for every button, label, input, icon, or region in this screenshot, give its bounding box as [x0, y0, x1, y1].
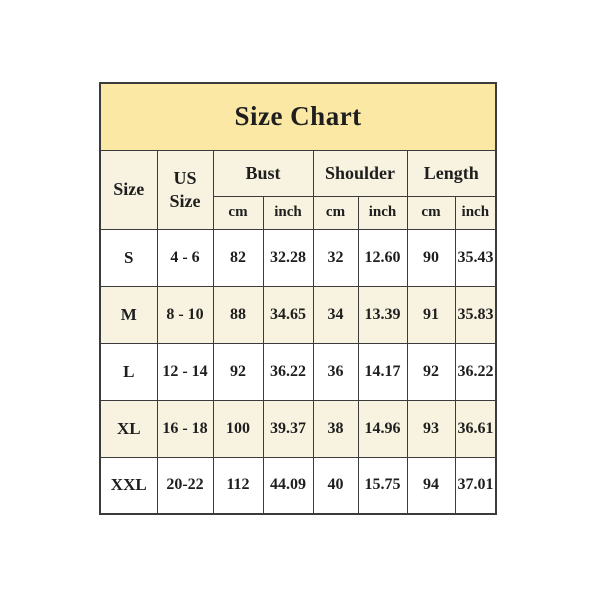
- us-size-value: 12 - 14: [157, 343, 213, 400]
- shoulder-inch-value: 12.60: [358, 229, 407, 286]
- size-chart-table: [99, 82, 497, 515]
- size-label: XXL: [100, 457, 157, 514]
- bust-inch-value: 39.37: [263, 400, 313, 457]
- length-inch-value: 35.83: [455, 286, 496, 343]
- header-bust: Bust: [213, 150, 313, 196]
- header-length: Length: [407, 150, 496, 196]
- length-inch-value: 36.61: [455, 400, 496, 457]
- table-row-l: [100, 343, 496, 400]
- bust-cm-value: 92: [213, 343, 263, 400]
- table-row-m: [100, 286, 496, 343]
- length-cm-value: 93: [407, 400, 455, 457]
- us-size-value: 16 - 18: [157, 400, 213, 457]
- shoulder-inch-value: 14.96: [358, 400, 407, 457]
- table-row-xxl: [100, 457, 496, 514]
- header-size: Size: [100, 150, 157, 229]
- unit-length-inch: inch: [455, 196, 496, 229]
- bust-inch-value: 32.28: [263, 229, 313, 286]
- length-inch-value: 35.43: [455, 229, 496, 286]
- bust-cm-value: 100: [213, 400, 263, 457]
- length-cm-value: 94: [407, 457, 455, 514]
- shoulder-cm-value: 36: [313, 343, 358, 400]
- header-shoulder: Shoulder: [313, 150, 407, 196]
- length-cm-value: 92: [407, 343, 455, 400]
- table-row-xl: [100, 400, 496, 457]
- length-cm-value: 91: [407, 286, 455, 343]
- length-inch-value: 36.22: [455, 343, 496, 400]
- header-group-row: [100, 150, 496, 196]
- shoulder-cm-value: 32: [313, 229, 358, 286]
- shoulder-cm-value: 40: [313, 457, 358, 514]
- length-inch-value: 37.01: [455, 457, 496, 514]
- bust-cm-value: 112: [213, 457, 263, 514]
- shoulder-inch-value: 14.17: [358, 343, 407, 400]
- bust-inch-value: 44.09: [263, 457, 313, 514]
- bust-inch-value: 36.22: [263, 343, 313, 400]
- bust-inch-value: 34.65: [263, 286, 313, 343]
- size-label: S: [100, 229, 157, 286]
- bust-cm-value: 82: [213, 229, 263, 286]
- shoulder-cm-value: 34: [313, 286, 358, 343]
- unit-shoulder-cm: cm: [313, 196, 358, 229]
- unit-length-cm: cm: [407, 196, 455, 229]
- unit-bust-cm: cm: [213, 196, 263, 229]
- chart-title: Size Chart: [100, 83, 496, 150]
- bust-cm-value: 88: [213, 286, 263, 343]
- size-label: L: [100, 343, 157, 400]
- size-label: M: [100, 286, 157, 343]
- table-row-s: [100, 229, 496, 286]
- unit-bust-inch: inch: [263, 196, 313, 229]
- length-cm-value: 90: [407, 229, 455, 286]
- shoulder-inch-value: 13.39: [358, 286, 407, 343]
- title-row: [100, 83, 496, 150]
- shoulder-cm-value: 38: [313, 400, 358, 457]
- shoulder-inch-value: 15.75: [358, 457, 407, 514]
- unit-shoulder-inch: inch: [358, 196, 407, 229]
- us-size-value: 8 - 10: [157, 286, 213, 343]
- header-us-size: US Size: [157, 150, 213, 229]
- size-label: XL: [100, 400, 157, 457]
- us-size-value: 4 - 6: [157, 229, 213, 286]
- us-size-value: 20-22: [157, 457, 213, 514]
